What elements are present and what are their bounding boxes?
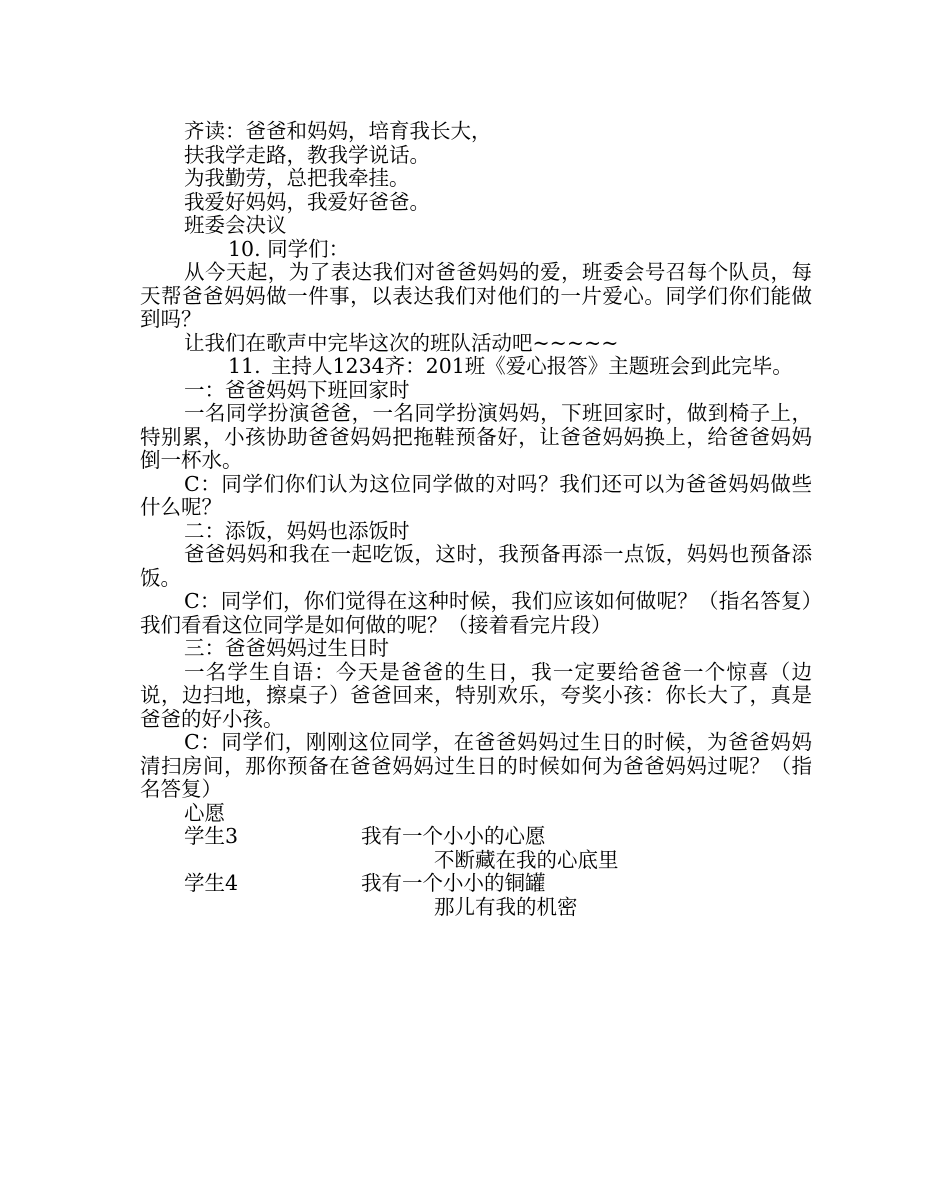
paragraph: 一名同学扮演爸爸，一名同学扮演妈妈，下班回家时，做到椅子上，特别累，小孩协助爸爸妈妈把拖鞋预备好，让爸爸妈妈换上，给爸爸妈妈倒一杯水。 <box>140 401 812 472</box>
paragraph: 爸爸妈妈和我在一起吃饭，这时，我预备再添一点饭，妈妈也预备添饭。 <box>140 542 812 590</box>
wish-row <box>140 872 812 896</box>
wish-line: 我有一个小小的铜罐 <box>361 871 546 895</box>
student-label: 学生3 <box>184 824 239 848</box>
student-label: 学生4 <box>184 871 239 895</box>
paragraph: 我爱好妈妈，我爱好爸爸。 <box>184 189 430 214</box>
numbered-paragraph <box>140 355 812 379</box>
section-heading: 心愿 <box>184 800 225 825</box>
section-heading: 一：爸爸妈妈下班回家时 <box>184 377 410 402</box>
item-number: 10. <box>228 236 261 261</box>
paragraph: 齐读：爸爸和妈妈，培育我长大， <box>184 119 492 143</box>
paragraph: C：同学们，刚刚这位同学，在爸爸妈妈过生日的时候，为爸爸妈妈清扫房间，那你预备在爸爸妈妈过生日的时候如何为爸爸妈妈过呢？（指名答复） <box>140 730 812 801</box>
document-body <box>140 120 812 919</box>
paragraph: 一名学生自语：今天是爸爸的生日，我一定要给爸爸一个惊喜（边说，边扫地，擦桌子）爸爸回来，特别欢乐，夸奖小孩：你长大了，真是爸爸的好小孩。 <box>140 659 812 731</box>
wish-line: 不断藏在我的心底里 <box>434 847 619 872</box>
wish-row <box>140 896 812 920</box>
wish-row <box>140 825 812 849</box>
wish-row <box>140 849 812 873</box>
paragraph: 为我勤劳，总把我牵挂。 <box>184 166 410 190</box>
paragraph: 扶我学走路，教我学说话。 <box>184 142 430 167</box>
paragraph: C：同学们，你们觉得在这种时候，我们应该如何做呢？（指名答复）我们看看这位同学是如何做的呢？（接着看完片段） <box>140 589 812 637</box>
item-number: 11. <box>228 354 261 378</box>
section-heading: 二：添饭，妈妈也添饭时 <box>184 518 410 543</box>
paragraph: C：同学们你们认为这位同学做的对吗？我们还可以为爸爸妈妈做些什么呢？ <box>140 471 812 519</box>
section-heading: 三：爸爸妈妈过生日时 <box>184 636 389 660</box>
numbered-paragraph <box>140 238 812 262</box>
item-text: 主持人1234齐：201班《爱心报答》主题班会到此完毕。 <box>271 354 793 378</box>
paragraph: 让我们在歌声中完毕这次的班队活动吧~~~~~ <box>184 330 619 355</box>
paragraph: 班委会决议 <box>184 213 287 237</box>
wish-line: 那儿有我的机密 <box>434 894 578 919</box>
item-text: 同学们： <box>267 236 350 261</box>
paragraph: 从今天起，为了表达我们对爸爸妈妈的爱，班委会号召每个队员，每天帮爸爸妈妈做一件事，以表达我们对他们的一片爱心。同学们你们能做到吗？ <box>140 260 812 331</box>
wish-line: 我有一个小小的心愿 <box>361 824 546 848</box>
